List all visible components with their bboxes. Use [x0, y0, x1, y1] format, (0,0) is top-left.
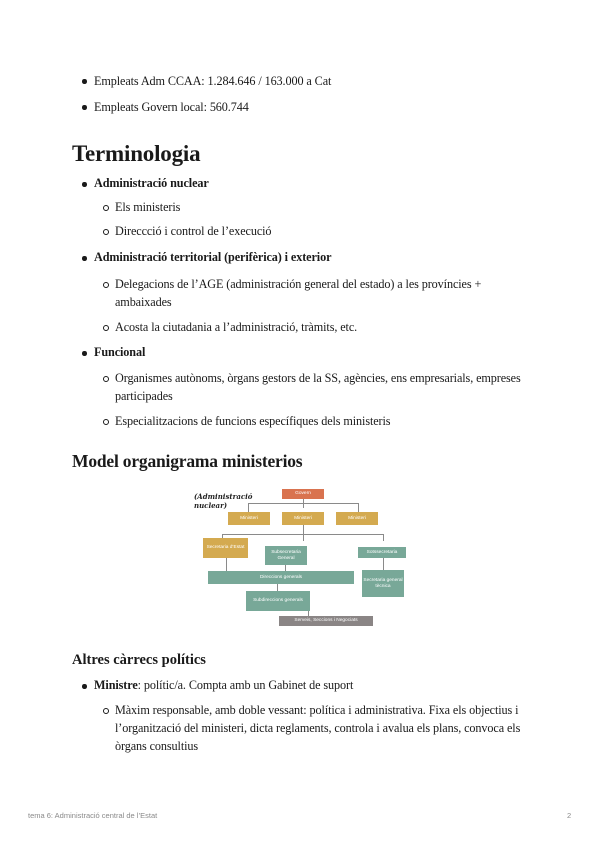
- connector: [277, 584, 278, 591]
- org-direccions-generals: Direccions generals: [208, 571, 354, 584]
- section-title-terminologia: Terminologia: [72, 141, 201, 166]
- ministre-label: Ministre: [94, 678, 138, 692]
- footer-title: tema 6: Administració central de l’Estat: [28, 811, 158, 820]
- term-nuclear: Administració nuclear: [94, 176, 209, 190]
- sub-bullet: [103, 376, 109, 382]
- list-item: Especialitzacions de funcions específiques dels ministeris: [115, 414, 391, 428]
- list-item: Màxim responsable, amb doble vessant: política i administrativa. Fixa els objectius i l’organització del ministeri, dicta reglaments, controla i avalua els plans, convoca els òrgans consultius: [115, 703, 521, 753]
- org-chart: [190, 484, 410, 630]
- org-govern: Govern: [282, 489, 324, 499]
- org-serveis: Serveis, Seccions i Negociats: [279, 616, 373, 626]
- list-item: Els ministeris: [115, 200, 181, 214]
- list-item-ministre: [94, 676, 353, 694]
- term-funcional: Funcional: [94, 345, 146, 359]
- org-sotssecretaria: Sotssecretaria: [358, 547, 406, 558]
- sub-bullet: [103, 205, 109, 211]
- bullet: [82, 684, 87, 689]
- bullet: [82, 182, 87, 187]
- connector: [226, 558, 227, 572]
- org-ministeri: Ministeri: [282, 512, 324, 525]
- org-secretaria-estat: Secretaria d’Estat: [203, 538, 248, 558]
- connector: [303, 525, 304, 541]
- bullet: [82, 79, 87, 84]
- section-title-model: Model organigrama ministerios: [72, 451, 303, 471]
- connector: [358, 503, 359, 512]
- org-secretaria-tecnica: Secretaria general tècnica: [362, 570, 404, 597]
- sub-bullet: [103, 419, 109, 425]
- sub-bullet: [103, 282, 109, 288]
- list-item: Organismes autònoms, òrgans gestors de la SS, agències, ens empresarials, empreses participades: [115, 371, 521, 403]
- section-title-altres: Altres càrrecs polítics: [72, 652, 206, 668]
- sub-bullet: [103, 325, 109, 331]
- org-annotation: (Administració nuclear): [194, 492, 253, 510]
- list-item: Delegacions de l’AGE (administración general del estado) a les províncies + ambaixades: [115, 277, 482, 309]
- list-item: Direccció i control de l’execució: [115, 224, 272, 238]
- org-ministeri: Ministeri: [228, 512, 270, 525]
- sub-bullet: [103, 229, 109, 235]
- org-ministeri: Ministeri: [336, 512, 378, 525]
- bullet: [82, 256, 87, 261]
- ministre-text: : polític/a. Compta amb un Gabinet de suport: [137, 678, 354, 692]
- term-territorial: Administració territorial (perifèrica) i exterior: [94, 250, 332, 264]
- connector: [248, 503, 359, 504]
- org-subsecretaria: Subsecretaria General: [265, 546, 307, 565]
- org-subdireccions: Subdireccions generals: [246, 591, 310, 611]
- connector: [248, 503, 249, 512]
- page-number: 2: [567, 811, 572, 820]
- bullet: [82, 351, 87, 356]
- bullet: [82, 105, 87, 110]
- list-item: Empleats Govern local: 560.744: [94, 100, 249, 114]
- sub-bullet: [103, 708, 109, 714]
- connector: [383, 534, 384, 541]
- list-item: Acosta la ciutadania a l’administració, tràmits, etc.: [115, 320, 358, 334]
- connector: [222, 534, 384, 535]
- list-item: Empleats Adm CCAA: 1.284.646 / 163.000 a Cat: [94, 74, 332, 88]
